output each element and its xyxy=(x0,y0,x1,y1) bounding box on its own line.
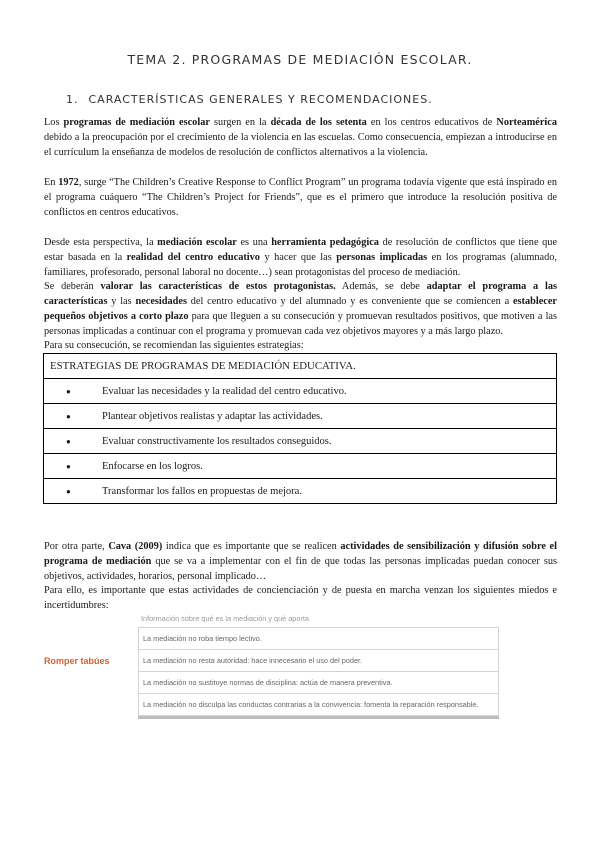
paragraph-protagonists xyxy=(44,279,557,339)
bullet-icon: ● xyxy=(66,436,71,446)
strategy-row xyxy=(44,479,556,503)
tabues-figure xyxy=(138,612,499,719)
tabues-row: La mediación no roba tiempo lectivo. xyxy=(138,627,499,650)
paragraph-1972 xyxy=(44,175,557,220)
bold-run: Cava (2009) xyxy=(108,541,163,552)
bold-run: adaptar el programa a las características xyxy=(44,281,558,308)
strategy-text: Enfocarse en los logros. xyxy=(102,460,203,472)
text-run: en los centros educativos de xyxy=(366,117,497,128)
text-run: Los xyxy=(44,117,64,128)
bold-run: personas implicadas xyxy=(336,252,428,264)
text-run: en los programas (alumnado, familiares, profesorado, personal laboral no docente…) sean protagonistas del proceso de mediación. xyxy=(44,252,557,279)
section-heading-text: CARACTERÍSTICAS GENERALES Y RECOMENDACIONES. xyxy=(88,93,433,106)
bold-run: herramienta pedagógica xyxy=(271,237,379,248)
tabues-label: Romper tabúes xyxy=(44,656,110,666)
paragraph-awareness xyxy=(44,539,557,584)
paragraph-origins xyxy=(44,115,557,160)
tabues-row: La mediación no sustituye normas de disciplina: actúa de manera preventiva. xyxy=(138,672,499,694)
text-run: Se deberán xyxy=(44,281,101,292)
tabues-caption: Información sobre qué es la mediación y qué aporta xyxy=(141,614,309,623)
text-run: En xyxy=(44,177,59,188)
strategies-table xyxy=(43,353,557,504)
strategy-text: Transformar los fallos en propuestas de mejora. xyxy=(102,485,302,497)
text-run: y hacer que las xyxy=(259,252,337,264)
bold-run: realidad del centro educativo xyxy=(126,252,260,264)
bullet-icon: ● xyxy=(66,411,71,421)
bold-run: Norteamérica xyxy=(496,117,558,128)
strategy-text: Evaluar las necesidades y la realidad del centro educativo. xyxy=(102,385,347,397)
section-number: 1. xyxy=(66,93,79,106)
page-title: TEMA 2. PROGRAMAS DE MEDIACIÓN ESCOLAR. xyxy=(127,52,473,67)
text-run: surgen en la xyxy=(209,117,271,128)
tabues-row: La mediación no resta autoridad: hace innecesario el uso del poder. xyxy=(138,650,499,672)
text-run: indica que es importante que se realicen xyxy=(162,541,341,552)
tabues-row: La mediación no disculpa las conductas contrarias a la convivencia: fomenta la reparación responsable. xyxy=(138,694,499,716)
paragraph-perspective xyxy=(44,235,557,280)
text-run: debido a la preocupación por el crecimiento de la violencia en las escuelas. Como consecuencia, empiezan a introducirse en el currículum la enseñanza de modelos de resolución de conflictos alternativos a la violencia. xyxy=(44,132,557,159)
bold-run: década de los setenta xyxy=(270,117,367,128)
strategies-table-header: ESTRATEGIAS DE PROGRAMAS DE MEDIACIÓN EDUCATIVA. xyxy=(44,354,556,379)
strategy-row xyxy=(44,454,556,479)
strategy-row xyxy=(44,429,556,454)
bold-run: necesidades xyxy=(135,296,187,308)
bold-run: actividades de sensibilización y difusión sobre el programa de mediación xyxy=(44,541,557,568)
bullet-icon: ● xyxy=(66,461,71,471)
bold-run: mediación escolar xyxy=(157,237,237,248)
bold-run: 1972 xyxy=(58,177,79,188)
text-run: que se va a implementar con el fin de que todas las personas implicadas puedan conocer sus objetivos, actividades, horarios, personal implicado… xyxy=(44,556,557,583)
bullet-icon: ● xyxy=(66,386,71,396)
text-run: del centro educativo y del alumnado y es conveniente que se comiencen a xyxy=(186,296,513,308)
text-run: es una xyxy=(236,237,272,248)
strategy-text: Plantear objetivos realistas y adaptar las actividades. xyxy=(102,410,323,422)
bold-run: valorar las características de estos protagonistas. xyxy=(100,281,336,292)
text-run: y las xyxy=(107,296,136,308)
paragraph-consecution: Para su consecución, se recomiendan las siguientes estrategias: xyxy=(44,340,304,351)
text-run: , surge “The Children’s Creative Response to Conflict Program” un programa todavía vigente que está inspirado en el programa cuáquero “The Children’s Project for Friends”, que es el primero que introduce la resolución positiva de conflictos en centros educativos. xyxy=(44,177,557,219)
strategy-row xyxy=(44,379,556,404)
bold-run: establecer pequeños objetivos a corto plazo xyxy=(44,296,557,323)
text-run: Por otra parte, xyxy=(44,541,109,552)
tabues-bottom-rule xyxy=(138,716,499,719)
text-run: para que lleguen a su consecución y promuevan resultados positivos, que motiven a las personas implicadas a continuar con el programa y promuevan cada vez objetivos mayores y a más largo plazo. xyxy=(44,311,558,338)
text-run: de resolución de conflictos que tiene que estar basada en la xyxy=(44,237,558,264)
strategy-row xyxy=(44,404,556,429)
bold-run: programas de mediación escolar xyxy=(63,117,210,128)
text-run: Desde esta perspectiva, la xyxy=(44,237,158,248)
bullet-icon: ● xyxy=(66,486,71,496)
strategy-text: Evaluar constructivamente los resultados conseguidos. xyxy=(102,435,332,447)
text-run: Además, se debe xyxy=(335,281,427,292)
paragraph-fears: Para ello, es importante que estas actividades de concienciación y de puesta en marcha venzan los siguientes miedos e incertidumbres: xyxy=(44,585,557,612)
section-heading xyxy=(66,93,433,106)
